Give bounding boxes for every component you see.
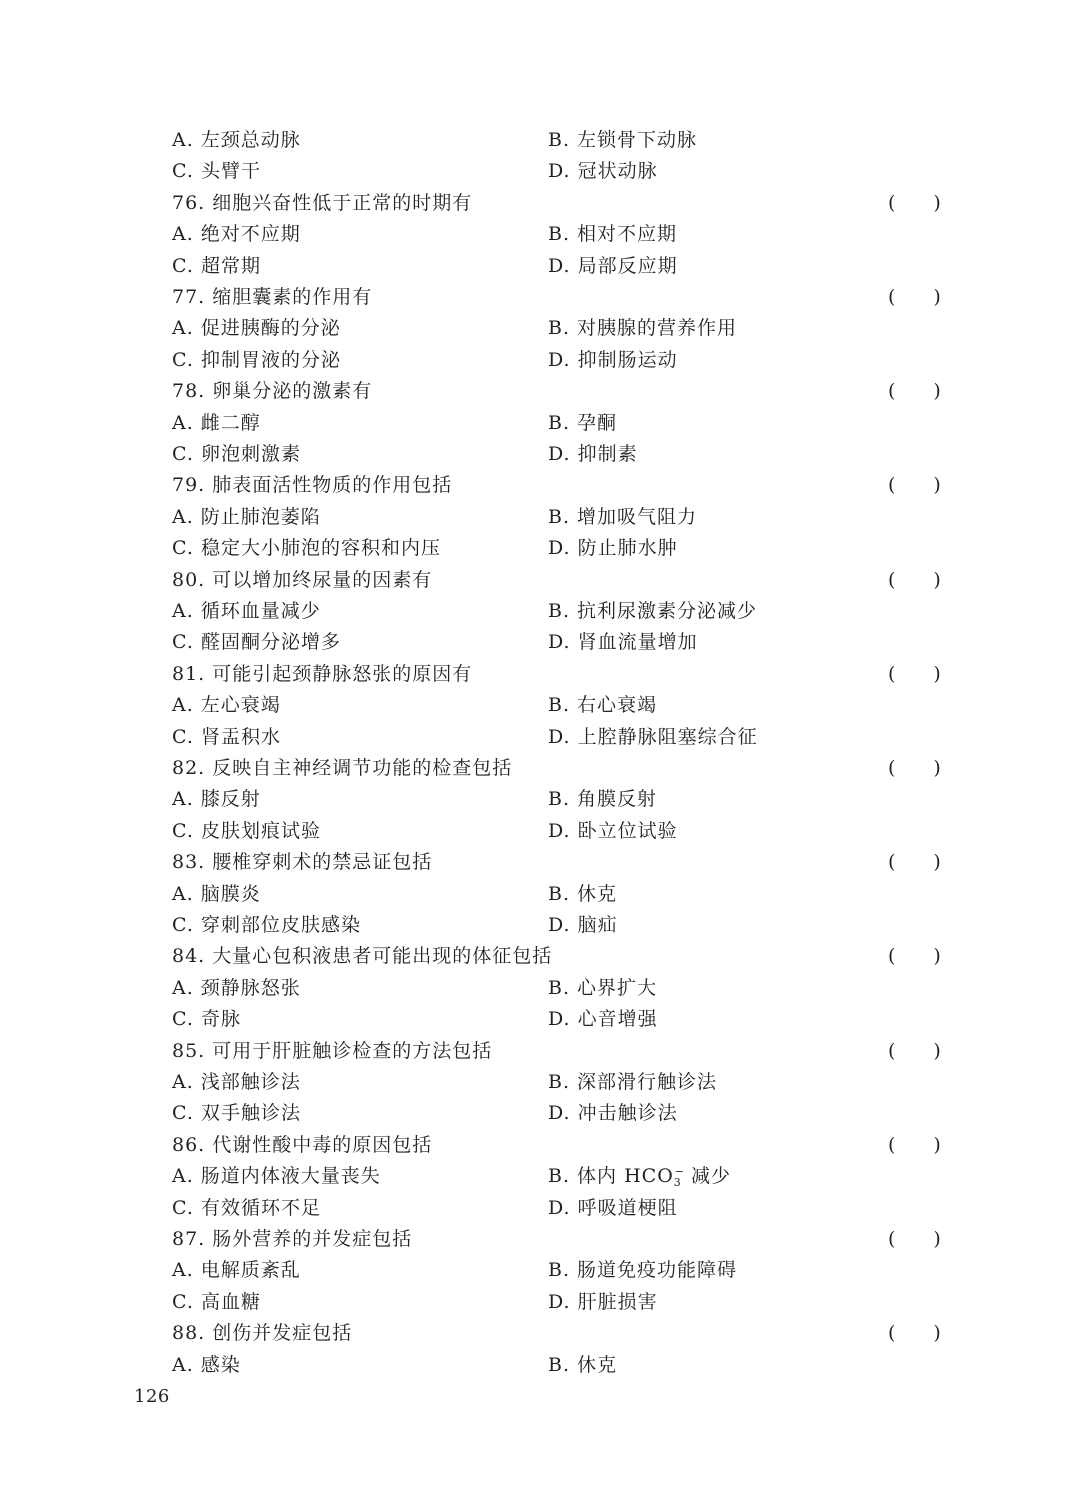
- answer-parentheses: ( ): [888, 757, 941, 779]
- option-left: C. 头臂干: [172, 160, 261, 183]
- option-line: [172, 439, 952, 470]
- option-line: [172, 722, 952, 753]
- question-line: [172, 1318, 952, 1349]
- option-left: C. 醛固酮分泌增多: [172, 631, 341, 654]
- answer-parentheses: ( ): [888, 568, 941, 591]
- question-text: 84. 大量心包积液患者可能出现的体征包括: [172, 945, 553, 968]
- option-line: [172, 1193, 952, 1224]
- question-line: [172, 1130, 952, 1161]
- option-right-tail: 减少: [683, 1165, 732, 1188]
- answer-parentheses: ( ): [888, 662, 941, 685]
- option-right: B. 孕酮: [548, 411, 618, 434]
- option-right: D. 抑制肠运动: [548, 348, 678, 371]
- option-left: A. 促进胰酶的分泌: [172, 317, 341, 340]
- question-line: [172, 565, 952, 596]
- option-left: A. 肠道内体液大量丧失: [172, 1165, 381, 1188]
- option-line: [172, 816, 952, 847]
- question-text: 85. 可用于肝脏触诊检查的方法包括: [172, 1039, 493, 1062]
- option-line: [172, 1350, 952, 1381]
- option-left: A. 颈静脉怒张: [172, 976, 301, 999]
- option-line: [172, 1287, 952, 1318]
- question-text: 78. 卵巢分泌的激素有: [172, 380, 373, 403]
- option-line: [172, 313, 952, 344]
- option-left: C. 奇脉: [172, 1008, 241, 1031]
- option-line: [172, 784, 952, 815]
- option-left: C. 高血糖: [172, 1290, 261, 1313]
- option-right: D. 冲击触诊法: [548, 1102, 678, 1125]
- question-line: [172, 941, 952, 972]
- option-left: A. 膝反射: [172, 788, 261, 811]
- option-right: B. 对胰腺的营养作用: [548, 317, 738, 340]
- question-text: 86. 代谢性酸中毒的原因包括: [172, 1133, 433, 1156]
- option-right: B. 右心衰竭: [548, 694, 658, 717]
- option-right: D. 心音增强: [548, 1008, 658, 1031]
- option-left: C. 卵泡刺激素: [172, 443, 301, 465]
- option-right: B. 角膜反射: [548, 788, 658, 811]
- option-line: [172, 156, 952, 187]
- option-right: D. 防止肺水肿: [548, 537, 678, 560]
- question-text: 88. 创伤并发症包括: [172, 1322, 353, 1345]
- answer-parentheses: ( ): [888, 851, 941, 874]
- option-right: B. 休克: [548, 1353, 618, 1376]
- option-line: [172, 690, 952, 721]
- option-left: C. 抑制胃液的分泌: [172, 348, 341, 371]
- option-left: A. 左心衰竭: [172, 694, 281, 717]
- option-line: [172, 533, 952, 564]
- option-line: [172, 596, 952, 627]
- question-text: 76. 细胞兴奋性低于正常的时期有: [172, 191, 473, 214]
- answer-parentheses: ( ): [888, 1228, 941, 1250]
- option-line: [172, 219, 952, 250]
- question-line: [172, 1036, 952, 1067]
- question-text: 80. 可以增加终尿量的因素有: [172, 568, 433, 591]
- option-left: C. 双手触诊法: [172, 1102, 301, 1125]
- option-line: [172, 1004, 952, 1035]
- question-line: [172, 470, 952, 501]
- question-line: [172, 1224, 952, 1255]
- option-right: D. 卧立位试验: [548, 819, 678, 842]
- option-right: D. 抑制素: [548, 443, 638, 465]
- question-line: [172, 282, 952, 313]
- answer-parentheses: ( ): [888, 1133, 941, 1156]
- option-left: C. 肾盂积水: [172, 725, 281, 748]
- option-right: B. 增加吸气阻力: [548, 505, 698, 528]
- option-left: C. 有效循环不足: [172, 1196, 321, 1219]
- option-line: [172, 1067, 952, 1098]
- option-left: A. 脑膜炎: [172, 882, 261, 905]
- option-right: D. 冠状动脉: [548, 160, 658, 183]
- option-left: A. 浅部触诊法: [172, 1071, 301, 1093]
- option-line: [172, 973, 952, 1004]
- answer-parentheses: ( ): [888, 1322, 941, 1345]
- option-right: B. 心界扩大: [548, 976, 658, 999]
- answer-parentheses: ( ): [888, 191, 941, 214]
- option-line: [172, 125, 952, 156]
- option-right: D. 上腔静脉阻塞综合征: [548, 725, 758, 748]
- answer-parentheses: ( ): [888, 286, 941, 308]
- option-left: A. 电解质紊乱: [172, 1259, 301, 1282]
- answer-parentheses: ( ): [888, 1039, 941, 1062]
- option-right: B. 休克: [548, 882, 618, 905]
- question-text: 77. 缩胆囊素的作用有: [172, 286, 373, 308]
- option-left: C. 稳定大小肺泡的容积和内压: [172, 537, 441, 560]
- option-right-text: B. 体内 HCO: [548, 1165, 674, 1188]
- option-line: [172, 1255, 952, 1286]
- option-line: [172, 1098, 952, 1129]
- option-line: [172, 879, 952, 910]
- answer-parentheses: ( ): [888, 474, 941, 497]
- option-right: B. 肠道免疫功能障碍: [548, 1259, 738, 1282]
- option-right: D. 肝脏损害: [548, 1290, 658, 1313]
- question-line: [172, 659, 952, 690]
- option-left: C. 穿刺部位皮肤感染: [172, 914, 361, 936]
- page-number: 126: [134, 1386, 170, 1407]
- option-line: [172, 408, 952, 439]
- answer-parentheses: ( ): [888, 945, 941, 968]
- question-text: 81. 可能引起颈静脉怒张的原因有: [172, 662, 473, 685]
- question-text: 87. 肠外营养的并发症包括: [172, 1228, 413, 1250]
- option-right: [548, 1161, 731, 1194]
- question-text: 83. 腰椎穿刺术的禁忌证包括: [172, 851, 433, 874]
- option-right: B. 抗利尿激素分泌减少: [548, 600, 758, 622]
- option-line: [172, 251, 952, 282]
- question-text: 82. 反映自主神经调节功能的检查包括: [172, 757, 513, 779]
- question-line: [172, 847, 952, 878]
- option-right: B. 相对不应期: [548, 223, 678, 246]
- option-left: A. 循环血量减少: [172, 600, 321, 622]
- option-left: A. 防止肺泡萎陷: [172, 505, 321, 528]
- option-line: [172, 1161, 952, 1192]
- option-line: [172, 910, 952, 941]
- chemical-subscript: 3: [673, 1176, 681, 1190]
- option-line: [172, 345, 952, 376]
- option-right: D. 脑疝: [548, 914, 618, 936]
- option-left: C. 皮肤划痕试验: [172, 819, 321, 842]
- option-right: D. 肾血流量增加: [548, 631, 698, 654]
- option-right: B. 左锁骨下动脉: [548, 129, 698, 151]
- option-left: A. 雌二醇: [172, 411, 261, 434]
- question-line: [172, 188, 952, 219]
- option-left: C. 超常期: [172, 254, 261, 277]
- option-line: [172, 627, 952, 658]
- option-right: D. 呼吸道梗阻: [548, 1196, 678, 1219]
- option-left: A. 左颈总动脉: [172, 129, 301, 151]
- answer-parentheses: ( ): [888, 380, 941, 403]
- option-right: B. 深部滑行触诊法: [548, 1071, 718, 1093]
- option-left: A. 绝对不应期: [172, 223, 301, 246]
- option-line: [172, 502, 952, 533]
- charge-superscript: −: [674, 1165, 684, 1179]
- option-left: A. 感染: [172, 1353, 241, 1376]
- option-right: D. 局部反应期: [548, 254, 678, 277]
- question-line: [172, 753, 952, 784]
- question-text: 79. 肺表面活性物质的作用包括: [172, 474, 453, 497]
- question-line: [172, 376, 952, 407]
